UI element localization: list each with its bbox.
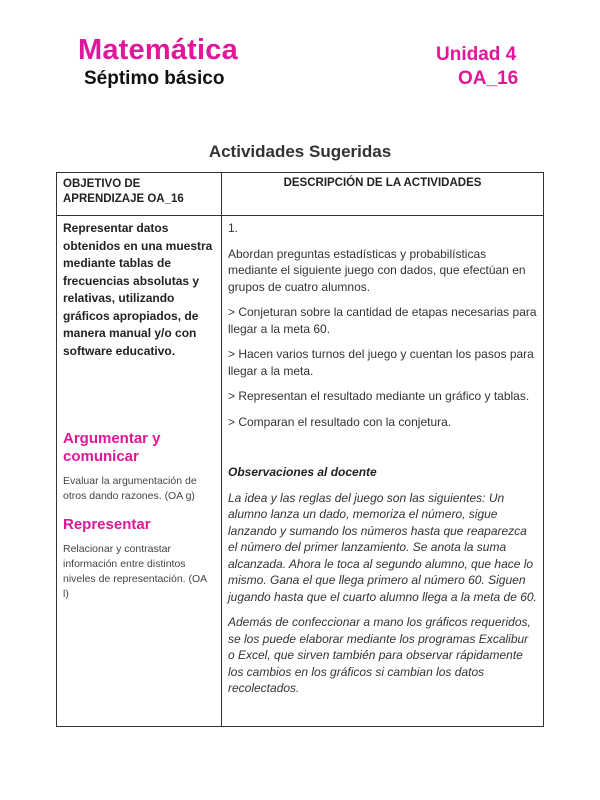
table-body-row — [57, 216, 544, 727]
skill-desc-representar: Relacionar y contrastar información entre distintos niveles de representación. (OA l) — [63, 543, 207, 600]
learning-objective-text: Representar datos obtenidos en una muestra mediante tablas de frecuencias absolutas y relativas, utilizando gráficos apropiados, de manera manual y/o con software educativo. — [63, 221, 213, 358]
description-column-header: DESCRIPCIÓN DE LA ACTIVIDADES — [222, 173, 544, 216]
oa-label: OA_16 — [458, 68, 519, 89]
observations-title: Observaciones al docente — [228, 465, 377, 479]
objective-column-header: OBJETIVO DE APRENDIZAJE OA_16 — [57, 173, 222, 216]
activity-step: > Conjeturan sobre la cantidad de etapas necesarias para llegar a la meta 60. — [228, 305, 537, 336]
grade-label: Séptimo básico — [84, 68, 225, 89]
activity-step: > Representan el resultado mediante un gráfico y tablas. — [228, 389, 530, 403]
observation-paragraph: Además de confeccionar a mano los gráficos requeridos, se los puede elaborar mediante los programas Excalibur o Excel, que sirven también para observar rápidamente los cambios en los gráficos si cambian los datos recolectados. — [228, 615, 531, 695]
subject-title: Matemática — [78, 34, 238, 66]
section-title: Actividades Sugeridas — [208, 142, 392, 161]
activities-table — [56, 172, 544, 727]
table-header-row — [57, 173, 544, 216]
observation-paragraph: La idea y las reglas del juego son las siguientes: Un alumno lanza un dado, memoriza el número, sigue lanzando y sumando los números hasta que reaparezca el número del primer lanzamiento. Se anota la suma alcanzada. Ahora le toca al segundo alumno, que hace lo mismo. Gana el que llega primero al número 60. Siguen jugando hasta que el cuarto alumno llega a la meta de 60. — [228, 490, 537, 604]
unit-label: Unidad 4 — [436, 44, 517, 65]
skill-desc-argumentar: Evaluar la argumentación de otros dando razones. (OA g) — [63, 475, 197, 502]
skill-title-argumentar: Argumentar y comunicar — [63, 430, 161, 465]
activity-step: > Hacen varios turnos del juego y cuentan los pasos para llegar a la meta. — [228, 347, 534, 378]
skill-title-representar: Representar — [63, 516, 151, 533]
objective-cell — [57, 216, 222, 727]
description-cell — [222, 216, 544, 727]
page-header — [0, 0, 600, 110]
activity-intro: Abordan preguntas estadísticas y probabilísticas mediante el siguiente juego con dados, que efectúan en grupos de cuatro alumnos. — [228, 246, 526, 294]
activity-number: 1. — [228, 221, 239, 235]
activity-step: > Comparan el resultado con la conjetura. — [228, 414, 452, 429]
